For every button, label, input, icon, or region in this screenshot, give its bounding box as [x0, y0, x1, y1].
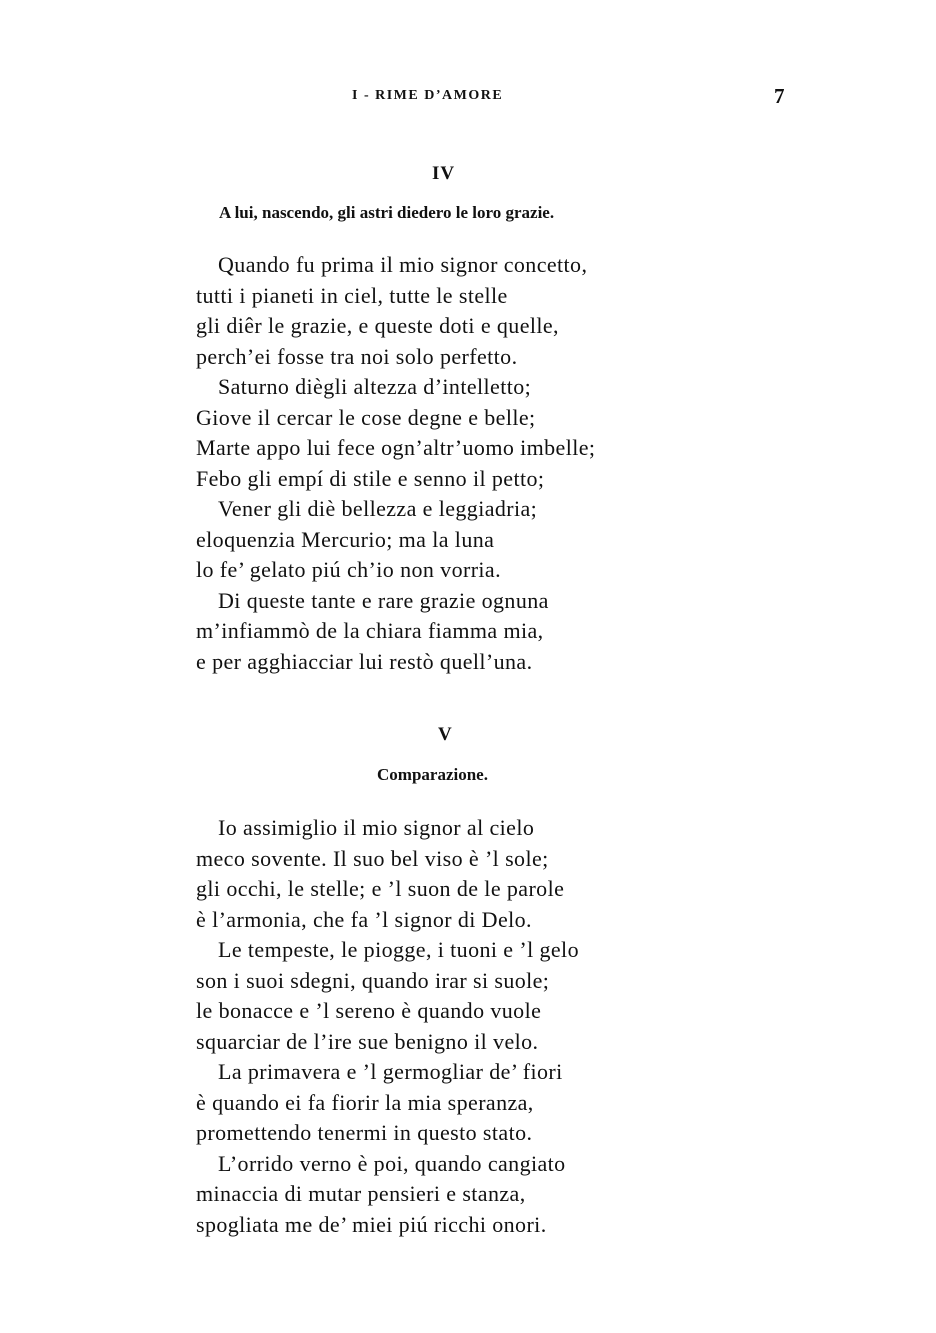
verse-line: e per agghiacciar lui restò quell’una. — [196, 648, 533, 674]
verse-line: Io assimiglio il mio signor al cielo — [218, 815, 535, 840]
verse-line: promettendo tenermi in questo stato. — [196, 1120, 533, 1145]
verse-line: gli diêr le grazie, e queste doti e quelle, — [196, 313, 559, 338]
verse-line: Le tempeste, le piogge, i tuoni e ’l gelo — [218, 937, 579, 962]
verse-line: son i suoi sdegni, quando irar si suole; — [196, 967, 550, 993]
verse-line: Quando fu prima il mio signor concetto, — [218, 252, 588, 277]
verse-line: è quando ei fa fiorir la mia speranza, — [196, 1089, 534, 1115]
sonnet-number: IV — [432, 163, 456, 184]
verse-line: Saturno diègli altezza d’intelletto; — [218, 374, 532, 399]
sonnet-number: V — [438, 724, 453, 745]
verse-line: spogliata me de’ miei piú ricchi onori. — [196, 1211, 547, 1237]
verse-line: perch’ei fosse tra noi solo perfetto. — [196, 343, 518, 369]
verse-line: lo fe’ gelato piú ch’io non vorria. — [196, 557, 501, 582]
verse-line: meco sovente. Il suo bel viso è ’l sole; — [196, 845, 549, 871]
sonnet-subtitle: Comparazione. — [377, 765, 488, 784]
sonnet-body — [196, 250, 595, 677]
verse-line: minaccia di mutar pensieri e stanza, — [196, 1181, 526, 1206]
verse-line: La primavera e ’l germogliar de’ fiori — [218, 1059, 563, 1084]
verse-line: Febo gli empí di stile e senno il petto; — [196, 465, 545, 491]
verse-line: tutti i pianeti in ciel, tutte le stelle — [196, 282, 508, 308]
sonnet-body — [196, 813, 579, 1240]
running-title: I - RIME D’AMORE — [352, 88, 504, 103]
verse-line: Giove il cercar le cose degne e belle; — [196, 404, 536, 430]
verse-line: le bonacce e ’l sereno è quando vuole — [196, 998, 542, 1023]
verse-line: Di queste tante e rare grazie ognuna — [218, 587, 549, 613]
verse-line: squarciar de l’ire sue benigno il velo. — [196, 1028, 539, 1054]
verse-line: Vener gli diè bellezza e leggiadria; — [218, 496, 538, 521]
sonnet-subtitle: A lui, nascendo, gli astri diedero le loro grazie. — [219, 203, 555, 222]
page-number: 7 — [774, 84, 785, 108]
verse-line: gli occhi, le stelle; e ’l suon de le parole — [196, 876, 565, 901]
verse-line: m’infiammò de la chiara fiamma mia, — [196, 618, 544, 643]
verse-line: è l’armonia, che fa ’l signor di Delo. — [196, 906, 532, 932]
verse-line: Marte appo lui fece ogn’altr’uomo imbelle; — [196, 435, 596, 460]
verse-line: eloquenzia Mercurio; ma la luna — [196, 526, 495, 552]
verse-line: L’orrido verno è poi, quando cangiato — [218, 1150, 566, 1176]
